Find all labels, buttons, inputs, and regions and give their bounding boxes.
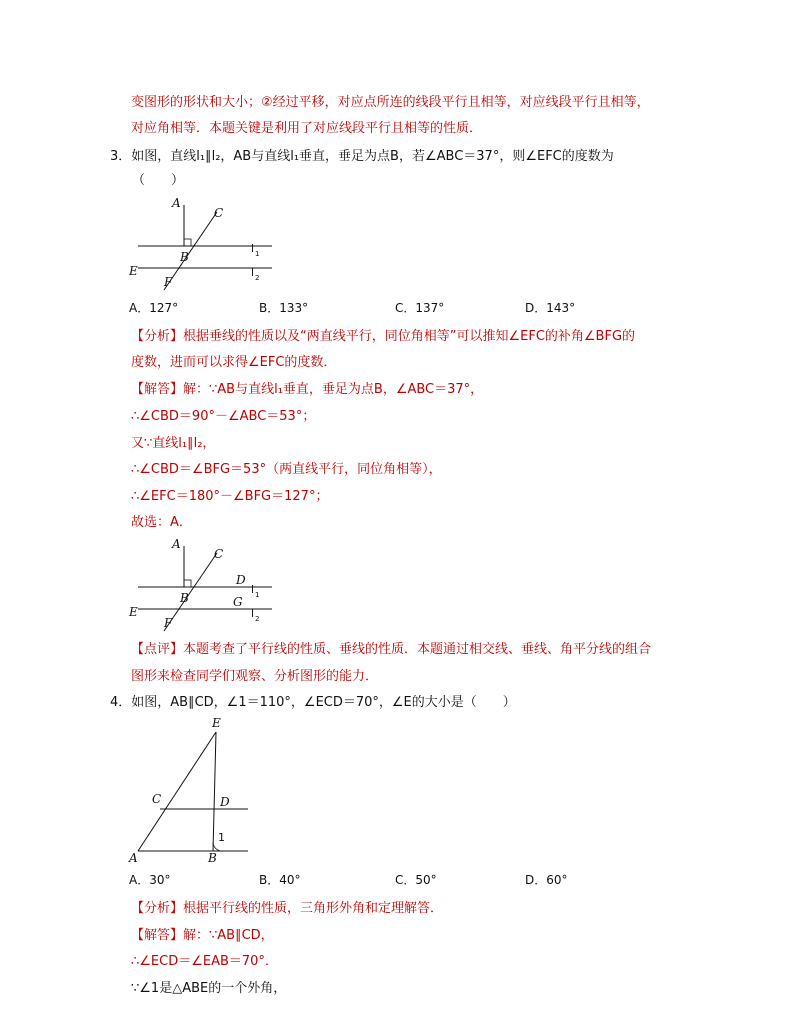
label-g: G: [233, 595, 243, 609]
label-e: E: [212, 716, 221, 730]
q4-stem: 4．如图，AB∥CD，∠1＝110°，∠ECD＝70°，∠E的大小是（ ）: [110, 695, 516, 710]
intro-line-1: 变图形的形状和大小；②经过平移，对应点所连的线段平行且相等，对应线段平行且相等，: [131, 95, 650, 110]
label-l2-sub: 2: [255, 274, 260, 282]
q3-options: [129, 300, 689, 318]
label-a: A: [172, 537, 181, 551]
q3-solution-4: ∴∠CBD＝∠BFG＝53°（两直线平行，同位角相等），: [131, 462, 442, 477]
label-c: C: [214, 547, 224, 561]
q3-option-d: D．143°: [525, 301, 576, 315]
q4-option-c: C．50°: [395, 873, 437, 887]
label-c: C: [152, 792, 162, 806]
label-b: B: [180, 250, 189, 264]
q3-option-a: A．127°: [129, 301, 179, 315]
label-e: E: [129, 264, 138, 278]
q3-analysis-1: 【分析】根据垂线的性质以及“两直线平行，同位角相等”可以推知∠EFC的补角∠BFG的: [131, 329, 636, 344]
label-angle-1: 1: [218, 831, 225, 844]
q4-option-a: A．30°: [129, 873, 171, 887]
label-c: C: [214, 206, 224, 220]
label-f: F: [164, 275, 173, 289]
label-l2: l: [251, 266, 255, 279]
label-l1-sub: 1: [255, 591, 260, 599]
right-angle-mark: [184, 580, 191, 587]
q4-figure: [120, 712, 260, 867]
q4-option-b: B．40°: [259, 873, 301, 887]
q3-figure-1: [120, 195, 280, 295]
label-l1-sub: 1: [255, 250, 260, 258]
intro-line-2: 对应角相等．本题关键是利用了对应线段平行且相等的性质．: [131, 121, 483, 136]
segment-ae: [138, 732, 216, 851]
q3-figure-2: [120, 536, 280, 636]
q4-solution-2: ∴∠ECD＝∠EAB＝70°．: [131, 954, 278, 969]
q3-solution-5: ∴∠EFC＝180°－∠BFG＝127°；: [131, 489, 329, 504]
label-a: A: [172, 196, 181, 210]
q4-solution-1: 【解答】解：∵AB∥CD，: [131, 928, 274, 943]
q3-blank: （ ）: [132, 173, 185, 188]
right-angle-mark: [184, 239, 191, 246]
q3-solution-6: 故选：A．: [131, 515, 192, 530]
label-l2: l: [251, 607, 255, 620]
q4-solution-3: ∵∠1是△ABE的一个外角，: [131, 981, 287, 996]
label-b: B: [208, 851, 217, 865]
q3-stem: 3．如图，直线l₁∥l₂，AB与直线l₁垂直，垂足为点B，若∠ABC＝37°，则∠EFC的度数为: [110, 149, 614, 164]
label-a: A: [129, 851, 138, 865]
label-l2-sub: 2: [255, 615, 260, 623]
q3-option-c: C．137°: [395, 301, 445, 315]
q4-options: [129, 872, 689, 890]
label-l1: l: [251, 583, 255, 596]
q3-solution-1: 【解答】解：∵AB与直线l₁垂直，垂足为点B，∠ABC＝37°，: [131, 382, 484, 397]
label-l1: l: [251, 242, 255, 255]
label-e: E: [129, 605, 138, 619]
label-d: D: [236, 573, 246, 587]
q4-analysis: 【分析】根据平行线的性质，三角形外角和定理解答．: [131, 901, 444, 916]
q4-option-d: D．60°: [525, 873, 568, 887]
q3-comment-2: 图形来检查同学们观察、分析图形的能力．: [131, 669, 379, 684]
label-b: B: [180, 591, 189, 605]
label-d: D: [220, 795, 230, 809]
label-f: F: [164, 616, 173, 630]
segment-eb: [213, 732, 216, 851]
q3-comment-1: 【点评】本题考查了平行线的性质、垂线的性质．本题通过相交线、垂线、角平分线的组合: [131, 642, 652, 657]
q3-analysis-2: 度数，进而可以求得∠EFC的度数．: [131, 355, 337, 370]
q3-solution-2: ∴∠CBD＝90°－∠ABC＝53°；: [131, 409, 316, 424]
q3-option-b: B．133°: [259, 301, 309, 315]
q3-solution-3: 又∵直线l₁∥l₂，: [131, 436, 216, 451]
